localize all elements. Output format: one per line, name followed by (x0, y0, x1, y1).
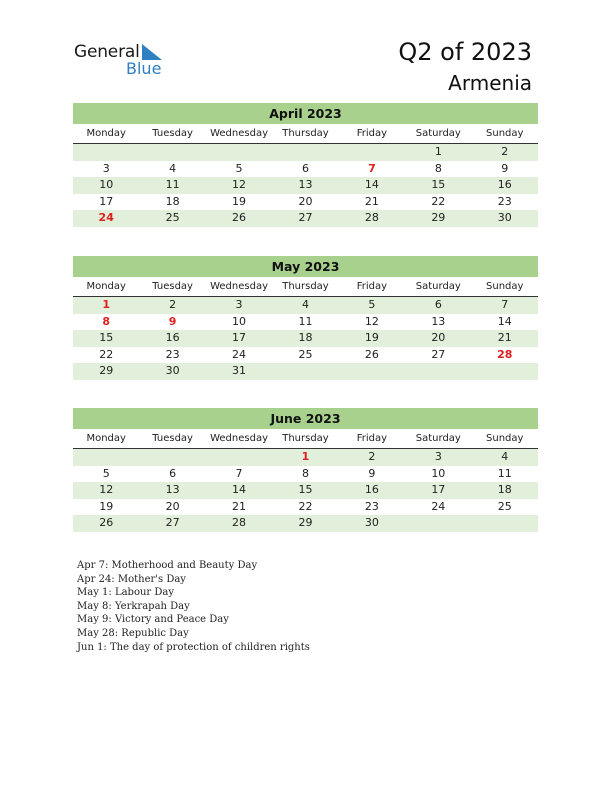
month-title: June 2023 (73, 408, 538, 429)
empty-day-cell (272, 144, 338, 161)
weekday-label: Saturday (415, 128, 461, 139)
day-cell: 25 (165, 211, 180, 225)
day-cell: 18 (298, 331, 313, 345)
empty-day-cell (139, 449, 205, 466)
holiday-note: Jun 1: The day of protection of children rights (77, 641, 310, 653)
day-cell: 13 (431, 314, 446, 328)
day-cell: 18 (165, 194, 180, 208)
holiday-note: Apr 7: Motherhood and Beauty Day (77, 560, 258, 571)
day-cell: 16 (364, 483, 379, 497)
weekday-label: Thursday (282, 128, 329, 139)
day-cell: 14 (497, 314, 512, 328)
weekday-label: Sunday (486, 128, 524, 139)
day-cell: 26 (364, 347, 379, 361)
day-cell: 2 (368, 450, 376, 463)
weekday-label: Friday (356, 433, 388, 444)
day-cell: 26 (99, 516, 114, 530)
week-row (73, 144, 538, 161)
empty-day-cell (405, 515, 471, 532)
holiday-note: Apr 24: Mother's Day (77, 573, 186, 585)
day-cell: 12 (99, 483, 114, 497)
week-row (73, 177, 538, 194)
day-cell: 2 (501, 145, 509, 158)
logo-word-blue: Blue (126, 59, 162, 78)
weekday-header-row (73, 277, 538, 297)
week-row (73, 297, 538, 314)
empty-day-cell (206, 449, 272, 466)
day-cell: 26 (232, 211, 247, 225)
day-cell: 1 (301, 450, 310, 463)
holiday-notes (77, 559, 310, 654)
empty-day-cell (139, 144, 205, 161)
day-cell: 4 (301, 298, 309, 311)
weekday-label: Wednesday (210, 128, 268, 139)
day-cell: 31 (232, 364, 247, 378)
weekday-label: Sunday (486, 433, 524, 444)
day-cell: 16 (165, 331, 180, 345)
day-cell: 28 (364, 211, 379, 225)
weekday-label: Sunday (486, 281, 524, 292)
day-cell: 11 (298, 314, 313, 328)
day-cell: 7 (501, 298, 509, 311)
day-cell: 25 (497, 499, 512, 513)
month-june (73, 408, 538, 532)
generalblue-logo (74, 42, 174, 78)
day-cell: 3 (434, 450, 442, 463)
month-title: April 2023 (73, 103, 538, 124)
week-row (73, 330, 538, 347)
weekday-label: Friday (356, 128, 388, 139)
weekday-header-row (73, 124, 538, 144)
day-cell: 2 (169, 298, 177, 311)
week-row (73, 314, 538, 331)
day-cell: 24 (232, 347, 247, 361)
day-cell: 21 (497, 331, 512, 345)
day-cell: 17 (99, 194, 114, 208)
day-cell: 10 (431, 466, 446, 480)
day-cell: 13 (298, 178, 313, 192)
holiday-note: May 9: Victory and Peace Day (77, 614, 229, 626)
day-cell: 5 (368, 298, 376, 311)
day-cell: 15 (298, 483, 313, 497)
weekday-label: Wednesday (210, 433, 268, 444)
day-cell: 4 (169, 161, 177, 175)
weekday-label: Thursday (282, 281, 329, 292)
country-name: Armenia (448, 71, 532, 95)
empty-day-cell (472, 363, 538, 380)
logo-flag-icon (142, 44, 162, 60)
empty-day-cell (339, 144, 405, 161)
day-cell: 28 (497, 347, 513, 361)
holiday-note: May 8: Yerkrapah Day (77, 600, 190, 612)
week-row (73, 161, 538, 178)
day-cell: 12 (364, 314, 379, 328)
day-cell: 23 (165, 347, 180, 361)
day-cell: 30 (364, 516, 379, 530)
day-cell: 6 (301, 161, 309, 175)
day-cell: 3 (235, 298, 243, 311)
day-cell: 4 (501, 450, 509, 463)
weekday-label: Tuesday (152, 128, 193, 139)
day-cell: 22 (298, 499, 313, 513)
day-cell: 19 (99, 499, 114, 513)
day-cell: 10 (99, 178, 114, 192)
day-cell: 30 (165, 364, 180, 378)
day-cell: 29 (431, 211, 446, 225)
weekday-label: Tuesday (152, 433, 193, 444)
day-cell: 9 (168, 314, 177, 328)
week-row (73, 499, 538, 516)
day-cell: 25 (298, 347, 313, 361)
empty-day-cell (405, 363, 471, 380)
week-row (73, 363, 538, 380)
day-cell: 3 (102, 161, 110, 175)
empty-day-cell (272, 363, 338, 380)
day-cell: 7 (235, 466, 243, 480)
weekday-header-row (73, 429, 538, 449)
day-cell: 27 (431, 347, 446, 361)
week-row (73, 466, 538, 483)
logo-word-general: General (74, 42, 140, 62)
empty-day-cell (472, 515, 538, 532)
day-cell: 10 (232, 314, 247, 328)
day-cell: 23 (497, 194, 512, 208)
day-cell: 8 (434, 161, 442, 175)
week-row (73, 210, 538, 227)
day-cell: 19 (364, 331, 379, 345)
day-cell: 9 (501, 161, 509, 175)
week-row (73, 449, 538, 466)
empty-day-cell (73, 449, 139, 466)
day-cell: 11 (165, 178, 180, 192)
weekday-label: Monday (86, 128, 126, 139)
day-cell: 29 (99, 364, 114, 378)
day-cell: 6 (434, 298, 442, 311)
day-cell: 14 (364, 178, 379, 192)
day-cell: 24 (98, 211, 114, 225)
day-cell: 22 (431, 194, 446, 208)
day-cell: 22 (99, 347, 114, 361)
day-cell: 28 (232, 516, 247, 530)
holiday-note: May 1: Labour Day (77, 587, 174, 599)
weekday-label: Saturday (415, 281, 461, 292)
weekday-label: Saturday (415, 433, 461, 444)
day-cell: 29 (298, 516, 313, 530)
weekday-label: Monday (86, 433, 126, 444)
day-cell: 15 (431, 178, 446, 192)
day-cell: 5 (102, 466, 110, 480)
week-row (73, 482, 538, 499)
day-cell: 6 (169, 466, 177, 480)
month-may (73, 256, 538, 380)
day-cell: 20 (298, 194, 313, 208)
week-row (73, 347, 538, 364)
day-cell: 23 (364, 499, 379, 513)
day-cell: 19 (232, 194, 247, 208)
day-cell: 20 (431, 331, 446, 345)
day-cell: 1 (102, 298, 111, 311)
day-cell: 8 (301, 466, 309, 480)
week-row (73, 194, 538, 211)
weekday-label: Tuesday (152, 281, 193, 292)
empty-day-cell (206, 144, 272, 161)
day-cell: 1 (434, 145, 442, 158)
month-april (73, 103, 538, 227)
month-title: May 2023 (73, 256, 538, 277)
day-cell: 5 (235, 161, 243, 175)
day-cell: 20 (165, 499, 180, 513)
day-cell: 13 (165, 483, 180, 497)
day-cell: 9 (368, 466, 376, 480)
day-cell: 27 (165, 516, 180, 530)
day-cell: 14 (232, 483, 247, 497)
day-cell: 24 (431, 499, 446, 513)
day-cell: 7 (368, 161, 376, 175)
day-cell: 15 (99, 331, 114, 345)
weekday-label: Wednesday (210, 281, 268, 292)
day-cell: 17 (431, 483, 446, 497)
holiday-note: May 28: Republic Day (77, 627, 189, 639)
empty-day-cell (73, 144, 139, 161)
day-cell: 16 (497, 178, 512, 192)
day-cell: 12 (232, 178, 247, 192)
weekday-label: Thursday (282, 433, 329, 444)
day-cell: 17 (232, 331, 247, 345)
weekday-label: Monday (86, 281, 126, 292)
weekday-label: Friday (356, 281, 388, 292)
day-cell: 18 (497, 483, 512, 497)
day-cell: 11 (497, 466, 512, 480)
page-title: Q2 of 2023 (398, 38, 532, 66)
day-cell: 21 (364, 194, 379, 208)
day-cell: 27 (298, 211, 313, 225)
empty-day-cell (339, 363, 405, 380)
day-cell: 8 (102, 314, 111, 328)
week-row (73, 515, 538, 532)
day-cell: 30 (497, 211, 512, 225)
day-cell: 21 (232, 499, 247, 513)
